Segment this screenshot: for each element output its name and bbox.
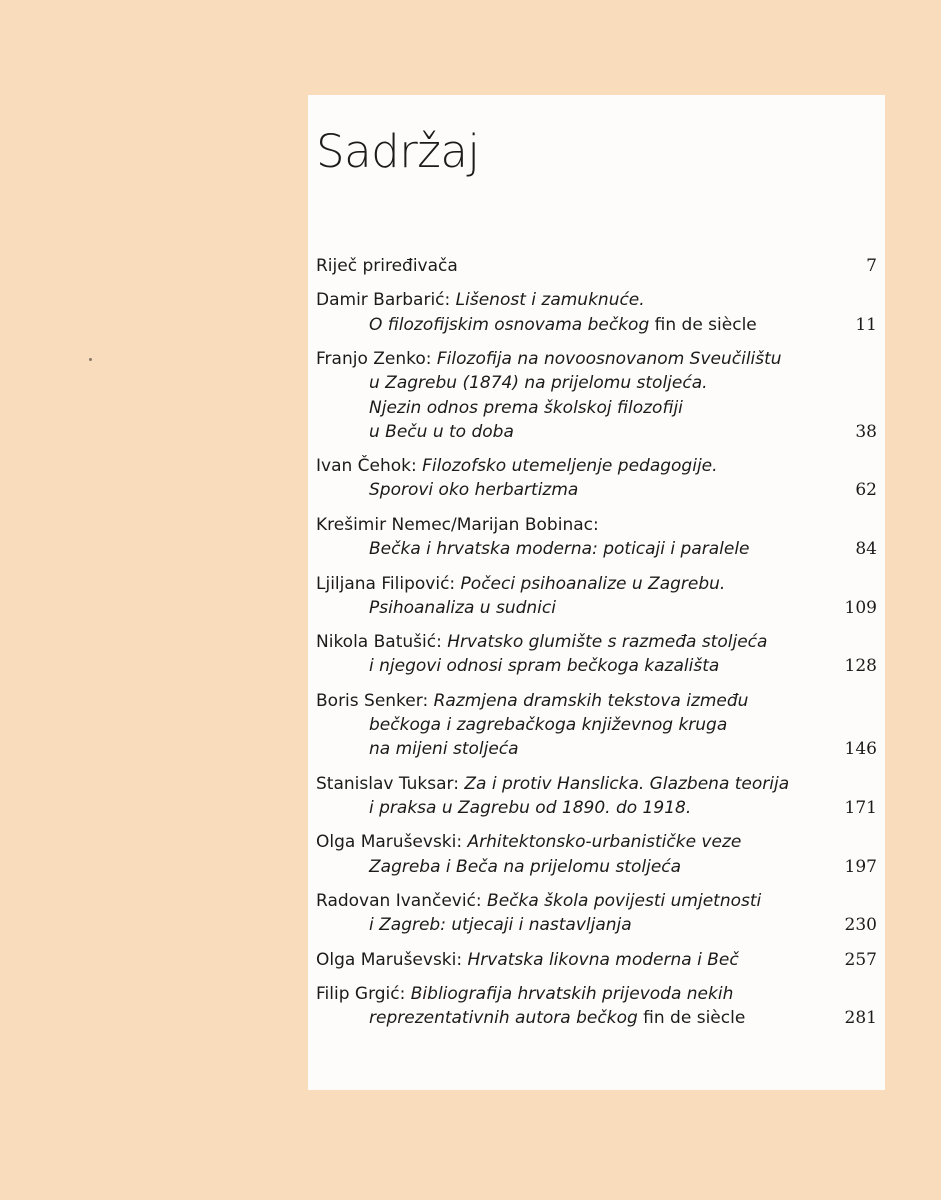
toc-page-number: 7 [866,256,877,276]
toc-title: Lišenost i zamuknuće. [455,290,645,311]
toc-entry [316,254,877,278]
toc-author: Riječ priređivača [316,256,458,276]
toc-page-number: 257 [844,949,877,970]
toc-entry-line [316,420,877,444]
toc-author: Ljiljana Filipović: [316,573,456,594]
toc-entry-line [316,737,877,761]
toc-entry-line [316,454,877,478]
toc-title: Filozofsko utemeljenje pedagogije. [422,456,718,477]
page-title: Sadržaj [316,125,480,178]
toc-entry [316,513,877,561]
toc-page-number: 197 [844,856,877,877]
toc-entry-line [316,537,877,561]
toc-page-number: 281 [844,1008,877,1029]
toc-page-number: 11 [855,314,877,335]
toc-author: Franjo Zenko: [316,349,432,370]
toc-page-number: 109 [844,597,877,618]
toc-entry-line [316,772,877,796]
toc-title: Razmjena dramskih tekstova između [433,690,749,711]
toc-author: Nikola Batušić: [316,632,442,653]
toc-title-continued: u Beču u to doba [369,421,514,442]
toc-title-continued: Njezin odnos prema školskoj filozofiji [369,397,683,418]
toc-entry [316,830,877,878]
toc-title-continued: bečkoga i zagrebačkoga književnog kruga [369,715,728,736]
toc-author: Ivan Čehok: [316,456,417,477]
toc-title: Bečka škola povijesti umjetnosti [487,891,762,912]
toc-entry [316,347,877,444]
toc-page-number: 84 [855,539,877,560]
toc-entry-line [316,371,877,395]
toc-entry-line [316,889,877,913]
toc-entry-line [316,654,877,678]
toc-entry-line [316,288,877,312]
toc-entry [316,689,877,762]
toc-entry [316,630,877,678]
toc-title: Hrvatska likovna moderna i Beč [467,949,739,970]
toc-entry-line [316,596,877,620]
toc-title: Počeci psihoanalize u Zagrebu. [460,573,726,594]
toc-page-number: 146 [844,739,877,760]
toc-title-continued: i Zagreb: utjecaji i nastavljanja [369,915,632,936]
toc-author: Olga Maruševski: [316,832,463,853]
toc-author: Boris Senker: [316,690,429,711]
toc-entry [316,288,877,336]
toc-title-continued: Sporovi oko herbartizma [369,480,579,501]
toc-author: Krešimir Nemec/Marijan Bobinac: [316,514,599,535]
toc-entry-line [316,830,877,854]
toc-author: Filip Grgić: [316,984,406,1005]
toc-title-continued: i njegovi odnosi spram bečkoga kazališta [369,656,720,677]
toc-title-continued: reprezentativnih autora bečkog [369,1008,638,1029]
toc-title-continued: na mijeni stoljeća [369,739,519,760]
toc-page-number: 171 [844,797,877,818]
toc-title-tail: fin de siècle [654,314,757,335]
toc-entry-line [316,572,877,596]
toc-entry-line [316,254,877,278]
toc-entry-line [316,689,877,713]
toc-author: Stanislav Tuksar: [316,773,459,794]
toc-entry-line [316,948,877,972]
toc-title: Hrvatsko glumište s razmeđa stoljeća [447,632,768,653]
toc-entry-line [316,513,877,537]
toc-entry-line [316,713,877,737]
toc-entry-line [316,313,877,337]
toc-entry-line [316,347,877,371]
toc-page-number: 62 [855,480,877,501]
toc-entry [316,572,877,620]
toc-entry [316,948,877,972]
toc-entry-line [316,630,877,654]
toc-title-continued: i praksa u Zagrebu od 1890. do 1918. [369,797,692,818]
toc-entry [316,454,877,502]
toc-entry [316,982,877,1030]
toc-title-continued: Zagreba i Beča na prijelomu stoljeća [369,856,682,877]
toc-title: Arhitektonsko-urbanističke veze [467,832,742,853]
toc-page-number: 38 [855,421,877,442]
toc-author: Olga Maruševski: [316,949,463,970]
toc-title-continued: Bečka i hrvatska moderna: poticaji i paralele [369,539,750,560]
toc-title-continued: O filozofijskim osnovama bečkog [369,314,650,335]
toc-entry [316,772,877,820]
toc-title: Bibliografija hrvatskih prijevoda nekih [410,984,734,1005]
toc-title: Filozofija na novoosnovanom Sveučilištu [436,349,782,370]
toc-page-number: 128 [844,656,877,677]
toc-entry [316,889,877,937]
toc-title: Za i protiv Hanslicka. Glazbena teorija [464,773,790,794]
toc-title-continued: u Zagrebu (1874) na prijelomu stoljeća. [369,373,708,394]
toc-title-continued: Psihoanaliza u sudnici [369,597,556,618]
paper-speck [89,358,92,361]
toc-title-tail: fin de siècle [643,1008,746,1029]
contents-panel [308,95,885,1090]
toc-author: Damir Barbarić: [316,290,451,311]
toc-entry-line [316,478,877,502]
toc-entry-line [316,396,877,420]
toc-author: Radovan Ivančević: [316,891,482,912]
toc-entry-line [316,1006,877,1030]
toc-entry-line [316,855,877,879]
toc-entry-line [316,982,877,1006]
table-of-contents [316,254,877,1041]
toc-page-number: 230 [844,915,877,936]
toc-entry-line [316,913,877,937]
toc-entry-line [316,796,877,820]
